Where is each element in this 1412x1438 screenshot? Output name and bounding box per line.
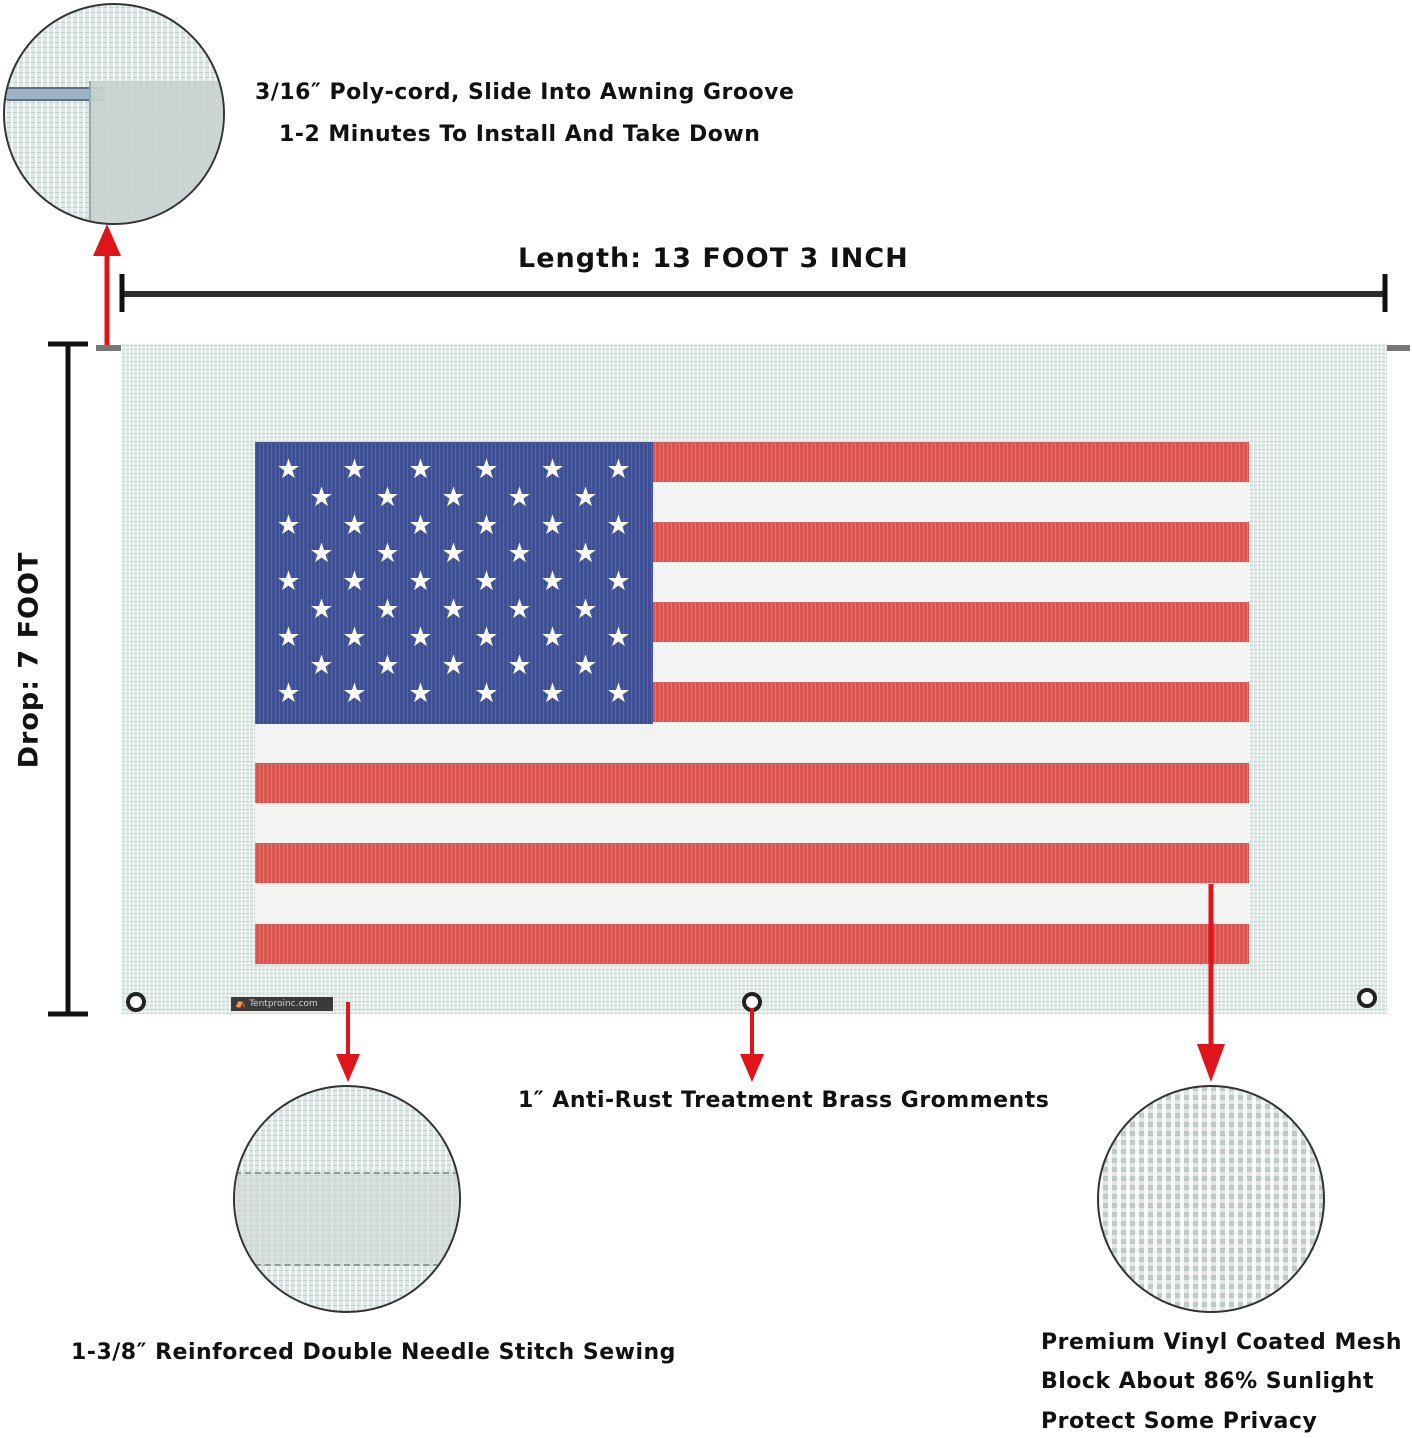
- mesh-caption-line1: Premium Vinyl Coated Mesh: [1041, 1330, 1403, 1355]
- star-icon: ★: [540, 678, 565, 709]
- star-icon: ★: [342, 566, 367, 597]
- stitch-caption: 1-3/8″ Reinforced Double Needle Stitch Sewing: [71, 1340, 676, 1365]
- mesh-zoom-circle: [1097, 1085, 1325, 1313]
- star-icon: ★: [408, 622, 433, 653]
- star-icon: ★: [474, 454, 499, 485]
- grommet-left: [126, 992, 146, 1012]
- star-icon: ★: [474, 622, 499, 653]
- star-icon: ★: [276, 566, 301, 597]
- star-icon: ★: [375, 650, 400, 681]
- arrow-down-mesh-icon: [1194, 884, 1228, 1084]
- star-icon: ★: [573, 538, 598, 569]
- star-icon: ★: [309, 594, 334, 625]
- star-icon: ★: [408, 510, 433, 541]
- star-icon: ★: [507, 594, 532, 625]
- star-icon: ★: [309, 538, 334, 569]
- polycord-zoom-circle: [3, 3, 225, 225]
- flag-canton: [255, 442, 653, 724]
- star-icon: ★: [441, 538, 466, 569]
- star-icon: ★: [540, 566, 565, 597]
- star-icon: ★: [375, 482, 400, 513]
- star-icon: ★: [606, 510, 631, 541]
- rail-stub-left: [96, 345, 124, 351]
- star-icon: ★: [408, 678, 433, 709]
- star-icon: ★: [408, 454, 433, 485]
- star-icon: ★: [474, 510, 499, 541]
- mesh-caption-line3: Protect Some Privacy: [1041, 1409, 1318, 1434]
- star-icon: ★: [540, 622, 565, 653]
- star-icon: ★: [606, 566, 631, 597]
- star-icon: ★: [342, 678, 367, 709]
- star-icon: ★: [573, 594, 598, 625]
- star-icon: ★: [507, 650, 532, 681]
- flag-print: [255, 442, 1249, 964]
- star-icon: ★: [441, 482, 466, 513]
- arrow-down-grommet-icon: [738, 1008, 766, 1084]
- star-icon: ★: [276, 510, 301, 541]
- arrow-down-stitch-icon: [334, 1002, 362, 1084]
- star-icon: ★: [342, 510, 367, 541]
- star-icon: ★: [540, 454, 565, 485]
- star-icon: ★: [507, 538, 532, 569]
- star-icon: ★: [540, 510, 565, 541]
- polycord-caption-line2: 1-2 Minutes To Install And Take Down: [279, 122, 761, 147]
- star-icon: ★: [276, 678, 301, 709]
- star-icon: ★: [276, 454, 301, 485]
- star-icon: ★: [573, 482, 598, 513]
- star-icon: ★: [309, 650, 334, 681]
- rail-stub-right: [1384, 345, 1410, 351]
- star-icon: ★: [276, 622, 301, 653]
- star-icon: ★: [342, 454, 367, 485]
- grommet-right: [1357, 988, 1377, 1008]
- brand-tag: [231, 997, 333, 1011]
- brand-tag-text: Tentproinc.com: [249, 999, 318, 1009]
- star-icon: ★: [474, 566, 499, 597]
- length-dimension-line: [116, 270, 1392, 316]
- star-icon: ★: [375, 538, 400, 569]
- tent-icon: ⛺: [235, 999, 247, 1009]
- grommet-caption: 1″ Anti-Rust Treatment Brass Gromments: [518, 1088, 1050, 1113]
- mesh-caption-line2: Block About 86% Sunlight: [1041, 1369, 1374, 1394]
- star-icon: ★: [474, 678, 499, 709]
- star-icon: ★: [375, 594, 400, 625]
- star-icon: ★: [408, 566, 433, 597]
- star-icon: ★: [606, 678, 631, 709]
- stitch-zoom-circle: [233, 1085, 461, 1313]
- polycord-caption-line1: 3/16″ Poly-cord, Slide Into Awning Groove: [255, 80, 795, 105]
- star-icon: ★: [342, 622, 367, 653]
- stitch-seam: [235, 1172, 459, 1266]
- polycord-fabric-edge: [89, 81, 225, 225]
- star-icon: ★: [507, 482, 532, 513]
- star-icon: ★: [606, 454, 631, 485]
- star-icon: ★: [441, 594, 466, 625]
- drop-dimension-line: [46, 340, 90, 1020]
- star-icon: ★: [441, 650, 466, 681]
- star-icon: ★: [573, 650, 598, 681]
- star-icon: ★: [606, 622, 631, 653]
- drop-label: Drop: 7 FOOT: [13, 551, 45, 769]
- star-icon: ★: [309, 482, 334, 513]
- length-label: Length: 13 FOOT 3 INCH: [518, 243, 909, 274]
